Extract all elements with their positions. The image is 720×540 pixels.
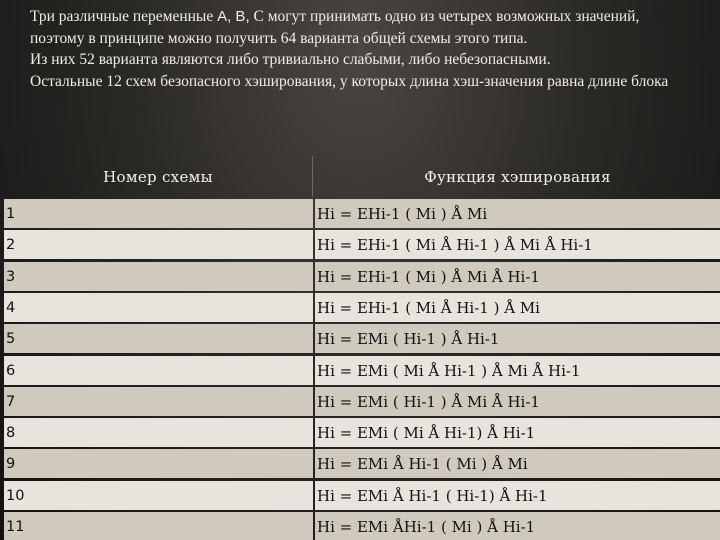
header-hash-function: Функция хэширования xyxy=(424,167,611,186)
intro-paragraph-2: поэтому в принципе можно получить 64 варианта общей схемы этого типа. xyxy=(30,29,528,47)
table-row xyxy=(0,324,720,353)
scheme-number-cell: 2 xyxy=(4,230,313,259)
scheme-number-cell: 1 xyxy=(4,199,313,228)
table-row xyxy=(0,293,720,322)
hash-function-cell: Hi = EHi-1 ( Mi ) Å Mi xyxy=(315,199,720,228)
hash-function-cell: Hi = EMi ( Mi Å Hi-1 ) Å Mi Å Hi-1 xyxy=(315,356,720,385)
scheme-number-cell: 6 xyxy=(4,356,313,385)
scheme-number-cell: 3 xyxy=(4,262,313,291)
table-row xyxy=(0,262,720,291)
table-row xyxy=(0,418,720,447)
hash-function-cell: Hi = EMi ÅHi-1 ( Mi ) Å Hi-1 xyxy=(315,512,720,540)
hash-function-cell: Hi = EHi-1 ( Mi Å Hi-1 ) Å Mi xyxy=(315,293,720,322)
scheme-number-cell: 4 xyxy=(4,293,313,322)
table-row xyxy=(0,356,720,385)
hash-function-cell: Hi = EMi ( Mi Å Hi-1) Å Hi-1 xyxy=(315,418,720,447)
hash-function-cell: Hi = EHi-1 ( Mi ) Å Mi Å Hi-1 xyxy=(315,262,720,291)
hash-function-cell: Hi = EHi-1 ( Mi Å Hi-1 ) Å Mi Å Hi-1 xyxy=(315,230,720,259)
table-row xyxy=(0,449,720,478)
scheme-number-cell: 10 xyxy=(4,481,313,510)
scheme-number-cell: 7 xyxy=(4,387,313,416)
table-row xyxy=(0,230,720,259)
intro-line1-before: Три различные переменные xyxy=(30,8,218,25)
intro-paragraph-4: Остальные 12 схем безопасного хэширования, у которых длина хэш-значения равна длине блока xyxy=(30,72,669,90)
hash-function-cell: Hi = EMi Å Hi-1 ( Hi-1) Å Hi-1 xyxy=(315,481,720,510)
scheme-number-cell: 5 xyxy=(4,324,313,353)
intro-text xyxy=(8,6,712,92)
intro-line1-after: C могут принимать одно из четырех возможных значений, xyxy=(249,8,640,25)
table-row xyxy=(0,199,720,228)
hash-schemes-table xyxy=(0,156,720,540)
hash-function-cell: Hi = EMi Å Hi-1 ( Mi ) Å Mi xyxy=(315,449,720,478)
table-row xyxy=(0,387,720,416)
table-row xyxy=(0,512,720,540)
scheme-number-cell: 11 xyxy=(4,512,313,540)
intro-paragraph-3: Из них 52 варианта являются либо тривиально слабыми, либо небезопасными. xyxy=(30,51,551,68)
table-row xyxy=(0,481,720,510)
intro-paragraph-1 xyxy=(8,6,712,28)
intro-variables: A, B, xyxy=(217,8,250,25)
hash-function-cell: Hi = EMi ( Hi-1 ) Å Hi-1 xyxy=(315,324,720,353)
hash-function-cell: Hi = EMi ( Hi-1 ) Å Mi Å Hi-1 xyxy=(315,387,720,416)
header-scheme-number: Номер схемы xyxy=(4,156,313,197)
scheme-number-cell: 8 xyxy=(4,418,313,447)
scheme-number-cell: 9 xyxy=(4,449,313,478)
table-header-row xyxy=(0,156,720,197)
